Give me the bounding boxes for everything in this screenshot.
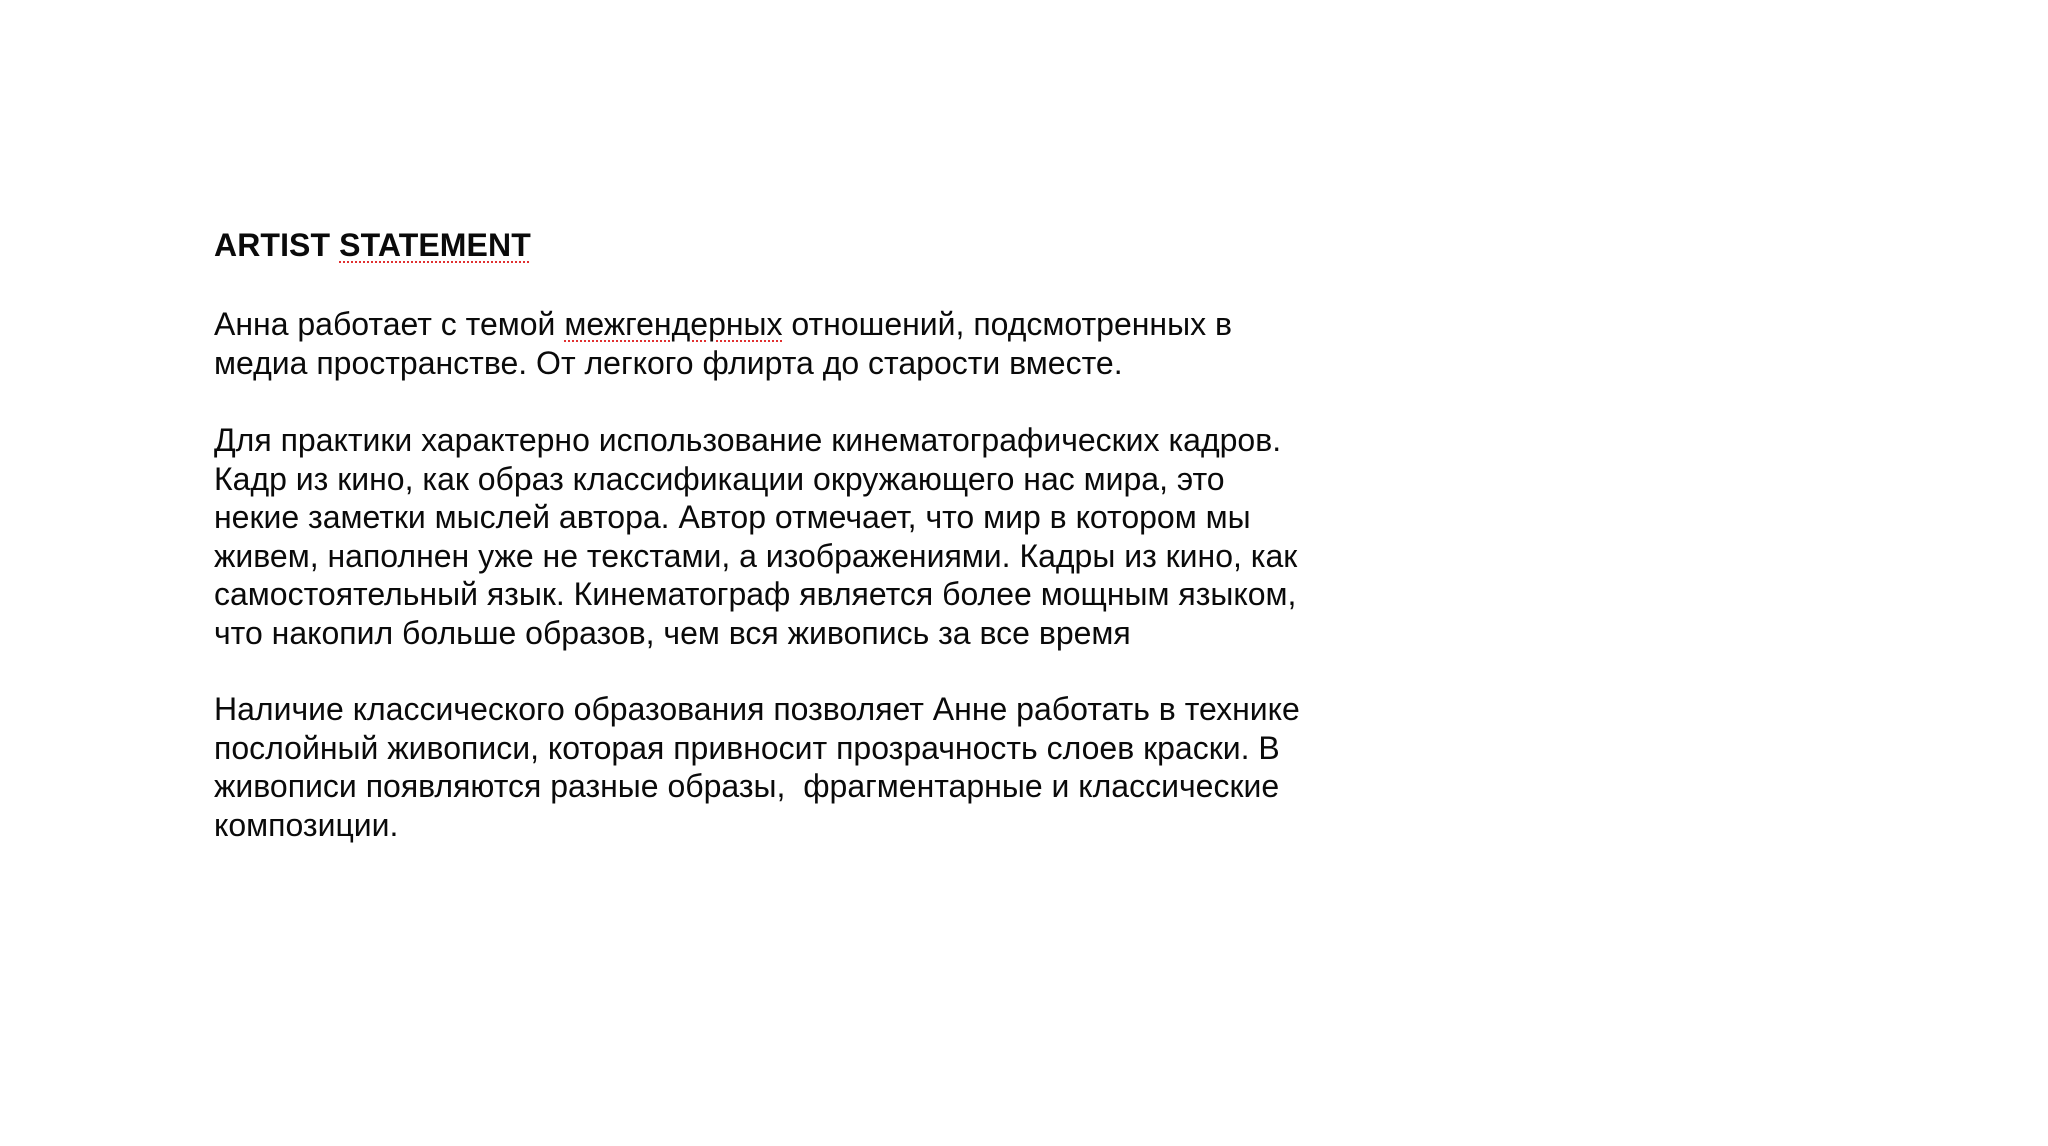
- paragraph-line: [214, 305, 1232, 344]
- paragraph-line: композиции.: [214, 806, 399, 843]
- misspelled-word[interactable]: межгендерных: [564, 306, 783, 342]
- paragraph-line: живем, наполнен уже не текстами, а изображениями. Кадры из кино, как: [214, 537, 1298, 574]
- paragraph-painting: [214, 690, 1300, 844]
- title-word-statement-misspelled[interactable]: STATEMENT: [339, 227, 531, 263]
- paragraph-line: Для практики характерно использование кинематографических кадров.: [214, 422, 1282, 458]
- title-word-artist: ARTIST: [214, 227, 340, 263]
- document-title: [214, 226, 1414, 264]
- artist-statement-text[interactable]: [214, 226, 1414, 843]
- paragraph-line: самостоятельный язык. Кинематограф является более мощным языком,: [214, 576, 1297, 613]
- paragraph-line: послойный живописи, которая привносит прозрачность слоев краски. В: [214, 729, 1280, 766]
- paragraph-line: медиа пространстве. От легкого флирта до старости вместе.: [214, 344, 1123, 381]
- paragraph-line: что накопил больше образов, чем вся живопись за все время: [214, 614, 1131, 651]
- paragraph-line: Кадр из кино, как образ классификации окружающего нас мира, это: [214, 460, 1225, 497]
- paragraph-cinema: [214, 421, 1297, 653]
- paragraph-line: живописи появляются разные образы, фрагментарные и классические: [214, 768, 1280, 805]
- paragraph-intro: [214, 305, 1232, 382]
- paragraph-line: Наличие классического образования позволяет Анне работать в технике: [214, 691, 1300, 727]
- text-run: отношений, подсмотренных в: [782, 306, 1232, 342]
- text-run: Анна работает с темой: [214, 306, 565, 342]
- paragraph-line: некие заметки мыслей автора. Автор отмечает, что мир в котором мы: [214, 499, 1251, 536]
